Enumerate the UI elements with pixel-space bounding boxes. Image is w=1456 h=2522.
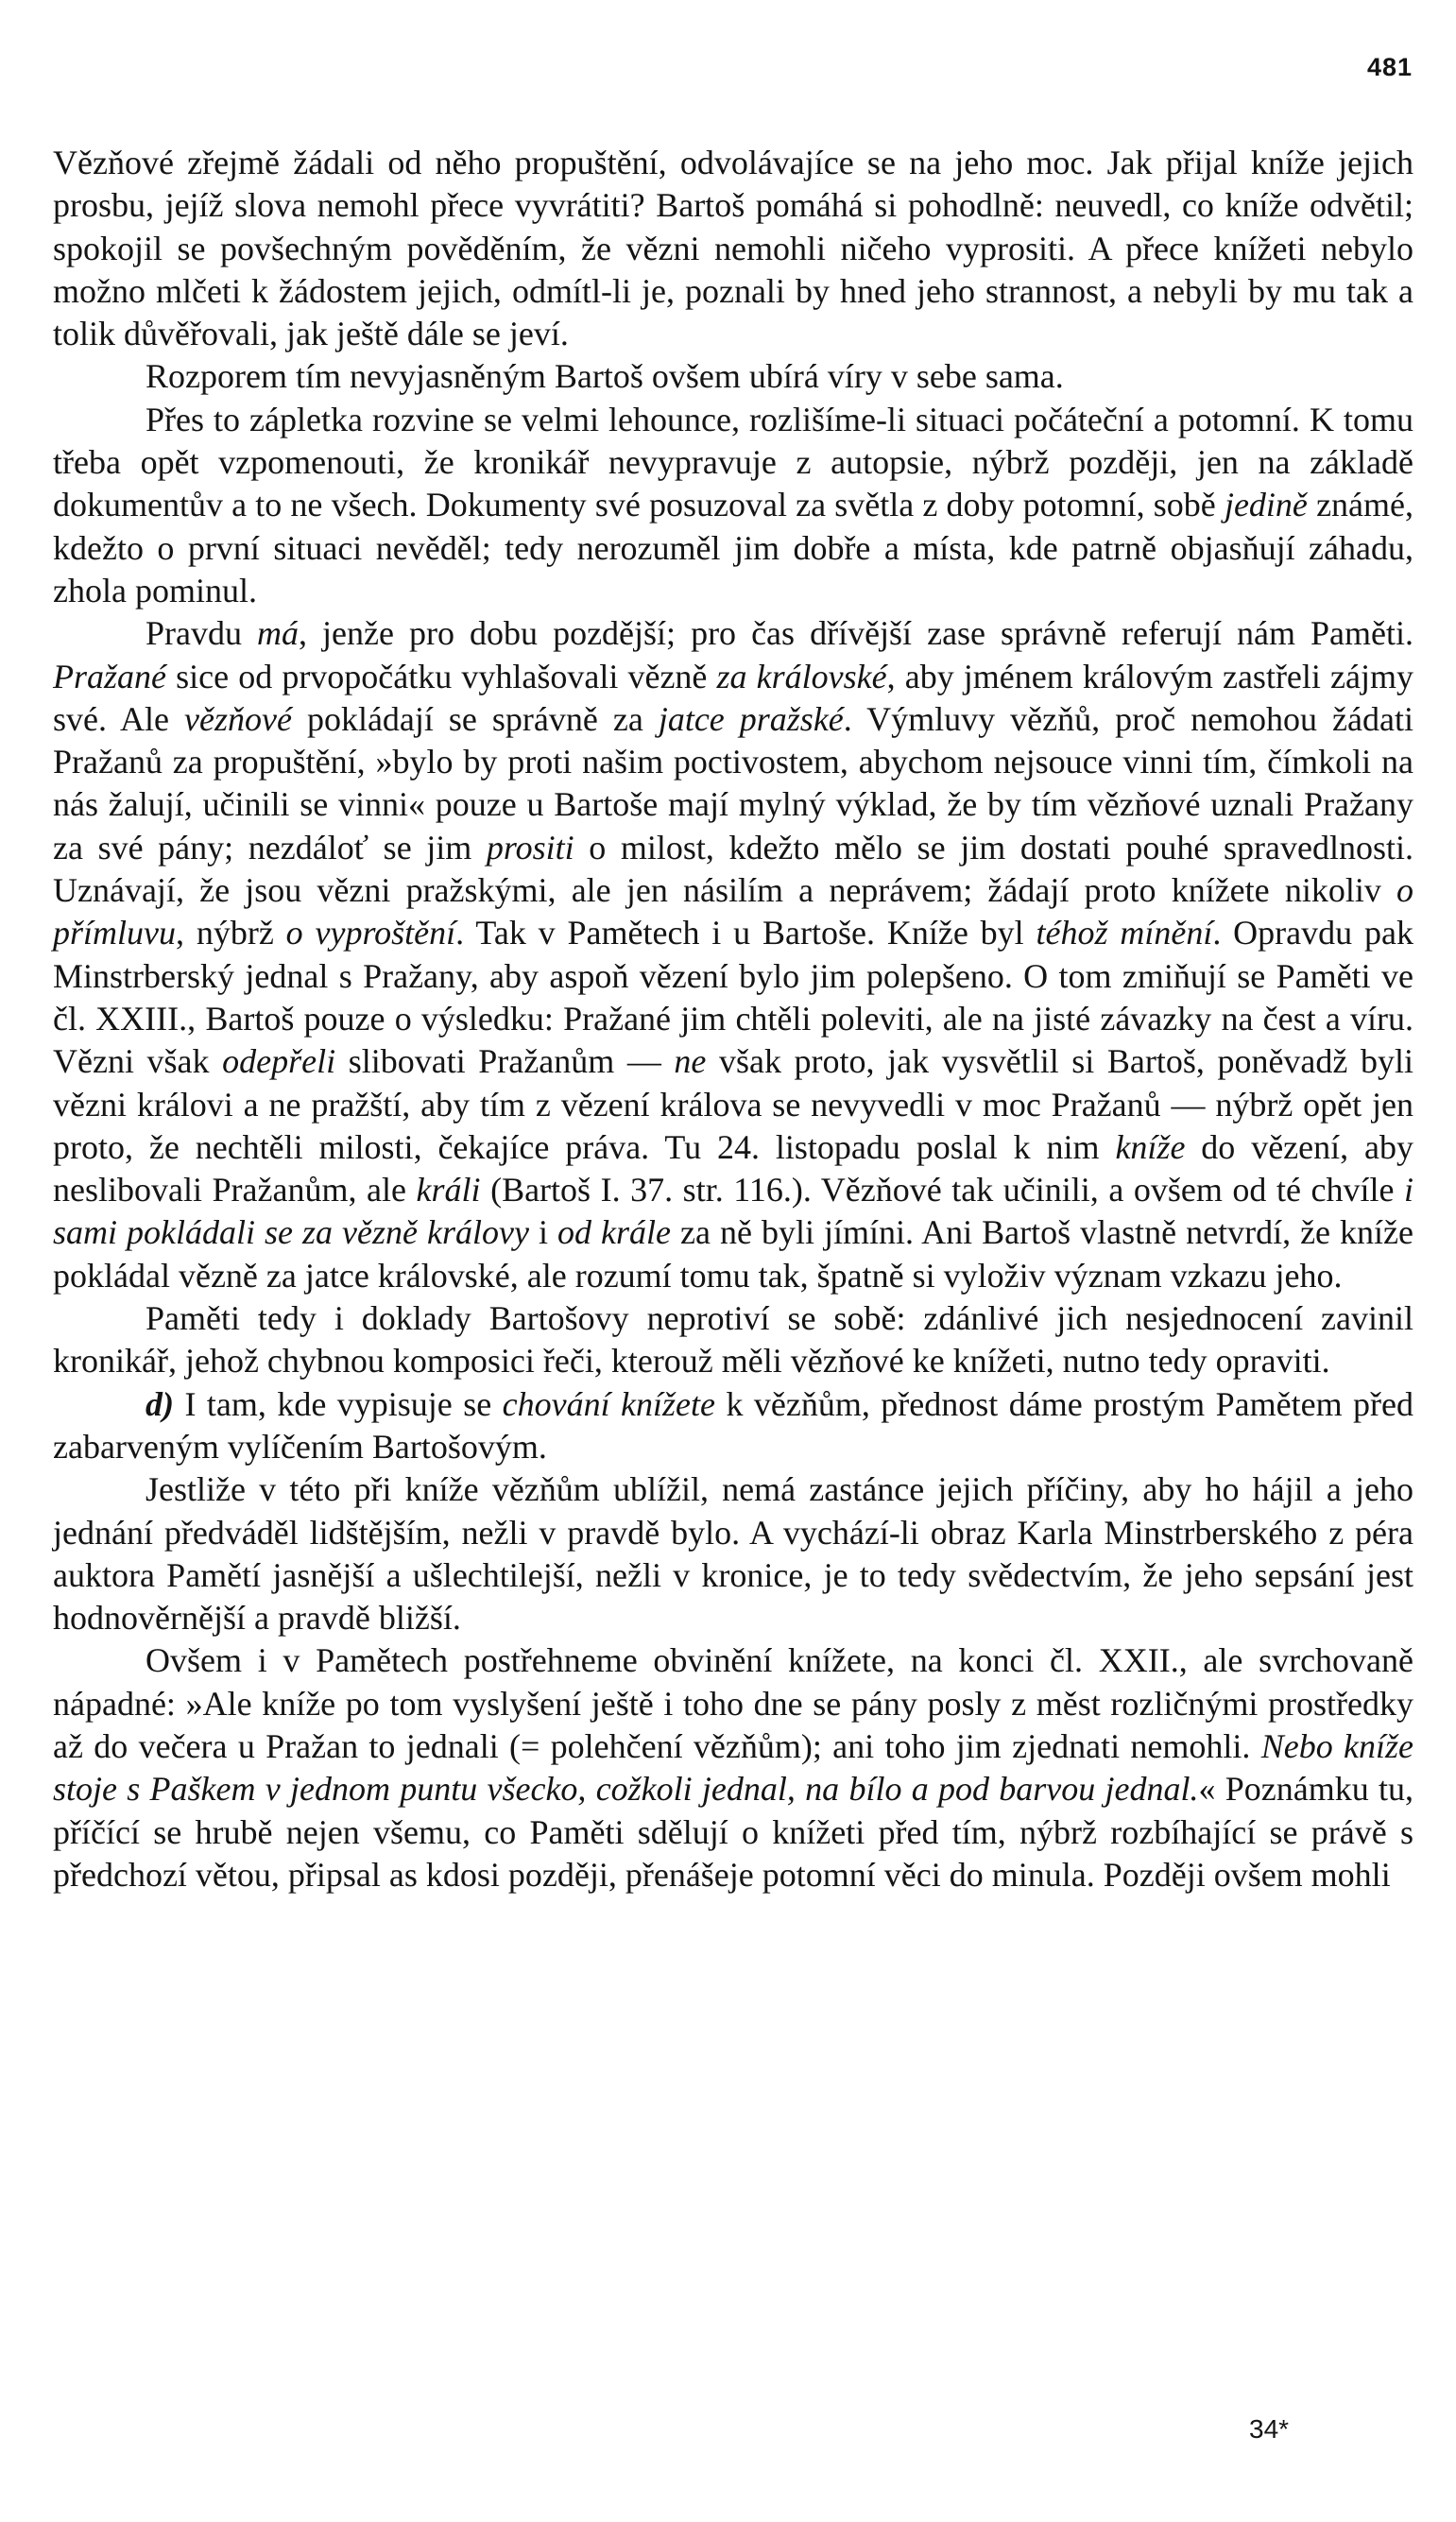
emphasized-text: od krále xyxy=(557,1213,672,1252)
paragraph xyxy=(53,1639,1413,1896)
emphasized-text: vězňové xyxy=(184,699,292,738)
emphasized-text: o přímluvu xyxy=(53,871,1413,952)
emphasized-text: téhož mínění xyxy=(1036,914,1213,952)
text-run: sice od prvopočátku vyhlašovali vězně xyxy=(166,657,717,695)
page-number: 481 xyxy=(1366,53,1413,81)
text-run: o milost, kdežto mělo se jim dostati pouhé spravedlnosti. Uznávají, že jsou vězni pražskými, ale jen násilím a neprávem; žádají proto knížete nikoliv xyxy=(53,828,1413,910)
emphasized-text: má xyxy=(257,614,300,653)
text-run: . Tak v Pamětech i u Bartoše. Kníže byl xyxy=(455,914,1036,952)
text-run: k vězňům, přednost dáme prostým Pamětem před zabarveným vylíčením Bartošovým. xyxy=(53,1384,1413,1466)
emphasized-text: i sami pokládali se za vězně královy xyxy=(53,1171,1413,1252)
text-run: i xyxy=(528,1213,558,1252)
emphasized-text: Pražané xyxy=(53,657,166,695)
emphasized-text: odepřeli xyxy=(222,1042,336,1081)
text-run: známé, kdežto o první situaci nevěděl; tedy nerozuměl jim dobře a místa, kde patrně objasňují záhadu, zhola pominul. xyxy=(53,486,1413,609)
emphasized-text: chování knížete xyxy=(502,1384,715,1423)
text-run: « Poznámku tu, příčící se hrubě nejen všemu, co Paměti sdělují o knížeti před tím, nýbrž rozbíhající se právě s předchozí větou, připsal as kdosi později, přenášeje potomní věci do minula. Později ovšem mohli xyxy=(53,1770,1413,1894)
text-run: Pravdu xyxy=(146,614,258,653)
paragraph xyxy=(53,1297,1413,1383)
emphasized-text: ne xyxy=(674,1042,707,1081)
paragraph xyxy=(53,612,1413,1297)
emphasized-text: kníže xyxy=(1115,1127,1186,1166)
text-run: , aby jménem královým zastřeli zájmy své. Ale xyxy=(53,657,1413,738)
paragraph xyxy=(53,1383,1413,1469)
text-run: slibovati Pražanům — xyxy=(335,1042,675,1081)
emphasized-text: o vyproštění xyxy=(285,914,456,952)
paragraph xyxy=(53,399,1413,612)
paragraph xyxy=(53,355,1413,398)
text-run: Přes to zápletka rozvine se velmi lehounce, rozlišíme-li situaci počáteční a potomní. K tomu třeba opět vzpomenouti, že kronikář nevypravuje z autopsie, nýbrž později, jen na základě dokumentův a to ne všech. Dokumenty své posuzoval za světla z doby potomní, sobě xyxy=(53,400,1413,524)
text-run: , nýbrž xyxy=(176,914,286,952)
text-run: Jestliže v této při kníže vězňům ublížil, nemá zastánce jejich příčiny, aby ho hájil a jeho jednání předváděl lidštějším, nežli v pravdě bylo. A vychází-li obraz Karla Minstrberského z péra auktora Pamětí jasnější a ušlechtilejší, nežli v kronice, je to tedy svědectvím, že jeho sepsání jest hodnověrnější a pravdě bližší. xyxy=(53,1470,1413,1638)
text-run: Ovšem i v Pamětech postřehneme obvinění knížete, na konci čl. XXII., ale svrchovaně nápadné: »Ale kníže po tom vyslyšení ještě i toho dne se pány posly z měst rozličnými prostředky až do večera u Pražan to jednali (= polehčení vězňům); ani toho jim zjednati nemohli. xyxy=(53,1641,1413,1765)
emphasized-text: králi xyxy=(416,1171,481,1210)
text-run: do vězení, aby neslibovali Pražanům, ale xyxy=(53,1127,1413,1210)
emphasized-text: jatce pražské xyxy=(658,699,844,738)
text-run: pokládají se správně za xyxy=(291,699,659,738)
text-run: , jenže pro dobu pozdější; pro čas dřívější zase správně referují nám Paměti. xyxy=(299,614,1413,653)
text-run: . Opravdu pak Minstrberský jednal s Pražany, aby aspoň vězení bylo jim polepšeno. O tom zmiňují se Paměti ve čl. XXIII., Bartoš pouze o výsledku: Pražané jim chtěli poleviti, ale na jisté závazky na čest a víru. Vězni však xyxy=(53,914,1413,1081)
text-run: Rozporem tím nevyjasněným Bartoš ovšem ubírá víry v sebe sama. xyxy=(146,357,1064,396)
emphasized-text: prositi xyxy=(486,828,574,866)
paragraph xyxy=(53,142,1413,355)
emphasized-text: za královské xyxy=(716,657,887,695)
text-run: I tam, kde vypisuje se xyxy=(174,1384,503,1423)
emphasized-text: jedině xyxy=(1224,486,1308,524)
text-run: za ně byli jímíni. Ani Bartoš vlastně netvrdí, že kníže pokládal vězně za jatce královské, ale rozumí tomu tak, špatně si vyloživ význam vzkazu jeho. xyxy=(53,1213,1414,1295)
signature-mark: 34* xyxy=(1249,2414,1290,2444)
text-column xyxy=(53,142,1413,1896)
section-marker: d) xyxy=(146,1384,174,1423)
text-run: (Bartoš I. 37. str. 116.). Vězňové tak učinili, a ovšem od té chvíle xyxy=(480,1171,1404,1210)
text-run: Vězňové zřejmě žádali od něho propuštění, odvolávajíce se na jeho moc. Jak přijal kníže jejich prosbu, jejíž slova nemohl přece vyvrátiti? Bartoš pomáhá si pohodlně: neuvedl, co kníže odvětil; spokojil se povšechným pověděním, že vězni nemohli ničeho vyprositi. A přece knížeti nebylo možno mlčeti k žádostem jejich, odmítl-li je, poznali by hned jeho strannost, a nebyli by mu tak a tolik důvěřovali, jak ještě dále se jeví. xyxy=(53,144,1413,353)
text-run: Paměti tedy i doklady Bartošovy neprotiví se sobě: zdánlivé jich nesjednocení zavinil kronikář, jehož chybnou komposici řeči, kterouž měli vězňové ke knížeti, nutno tedy opraviti. xyxy=(53,1299,1413,1381)
paragraph xyxy=(53,1468,1413,1639)
text-run: však proto, jak vysvětlil si Bartoš, poněvadž byli vězni královi a ne pražští, aby tím z vězení králova se nevyvedli v moc Pražanů — nýbrž opět jen proto, že nechtěli milosti, čekajíce práva. Tu 24. listopadu poslal k nim xyxy=(53,1042,1413,1166)
emphasized-text: Nebo kníže stoje s Paškem v jednom puntu všecko, cožkoli jednal, na bílo a pod barvou jednal. xyxy=(53,1726,1413,1809)
text-run: . Výmluvy vězňů, proč nemohou žádati Pražanů za propuštění, »bylo by proti našim poctivostem, abychom nejsouce vinni tím, čímkoli na nás žalují, učinili se vinni« pouze u Bartoše mají mylný výklad, že by tím vězňové uznali Pražany za své pány; nezdáloť se jim xyxy=(53,699,1413,866)
